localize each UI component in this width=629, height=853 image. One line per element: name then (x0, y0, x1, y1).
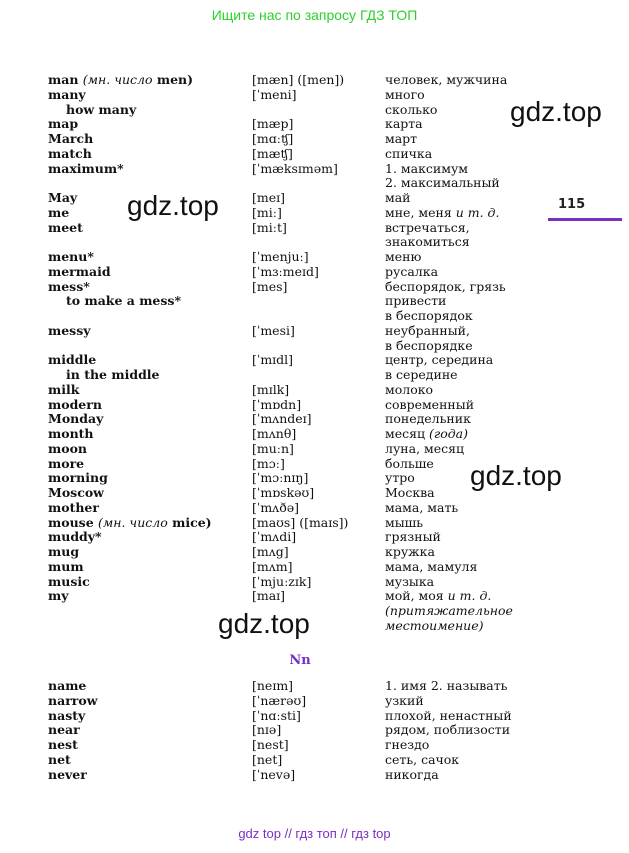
translation: центр, середина (385, 352, 494, 368)
headword: in the middle (66, 367, 160, 382)
translation: рядом, поблизости (385, 722, 511, 738)
translation: Москва (385, 485, 435, 500)
translation: узкий (385, 692, 424, 708)
headword: mouse (мн. число mice) (48, 514, 212, 530)
translation: больше (385, 455, 434, 471)
headword: more (48, 455, 85, 471)
translation: никогда (385, 766, 439, 782)
section-letter: Nn (289, 653, 311, 668)
translation: понедельник (385, 411, 471, 427)
headword: me (48, 204, 70, 220)
transcription: [net] (252, 751, 283, 767)
headword: map (48, 116, 79, 132)
translation: много (385, 86, 425, 102)
transcription: [miː] (252, 204, 282, 220)
headword: Moscow (48, 485, 104, 500)
transcription: [mʌm] (252, 558, 293, 574)
translation: молоко (385, 381, 434, 397)
headword: net (48, 751, 71, 767)
headword: month (48, 426, 94, 441)
translation: (притяжательное (385, 603, 513, 618)
transcription: [maɪ] (252, 588, 286, 604)
headword: mermaid (48, 263, 111, 279)
transcription: [miːt] (252, 219, 287, 235)
headword: mum (48, 558, 84, 574)
transcription: [ˈmɒskəʊ] (252, 485, 315, 500)
transcription: [ˈnɑːsti] (252, 707, 301, 723)
transcription: [ˈmʌðə] (252, 499, 300, 515)
transcription: [ˈmjuːzɪk] (252, 573, 312, 589)
headword: milk (48, 381, 80, 397)
translation: мама, мамуля (385, 558, 478, 574)
headword: meet (48, 219, 83, 235)
headword: moon (48, 440, 87, 456)
translation: грязный (385, 529, 441, 545)
translation: русалка (385, 263, 439, 279)
translation: местоимение) (385, 617, 484, 633)
transcription: [mɪlk] (252, 381, 290, 397)
transcription: [ˈnærəʊ] (252, 692, 307, 708)
translation: мама, мать (385, 499, 459, 515)
translation: человек, мужчина (385, 72, 508, 87)
translation: неубранный, (385, 322, 470, 338)
translation: в середине (385, 367, 458, 382)
watermark: gdz.top (470, 460, 562, 491)
translation: кружка (385, 544, 435, 559)
transcription: [ˈnevə] (252, 766, 296, 782)
transcription: [ˈmesi] (252, 322, 295, 338)
translation: сколько (385, 101, 438, 117)
headword: never (48, 766, 87, 782)
headword: muddy* (48, 529, 102, 545)
transcription: [ˈmʌdi] (252, 529, 297, 545)
headword: name (48, 678, 87, 693)
transcription: [mɑːʧ] (252, 131, 294, 146)
translation: в беспорядок (385, 308, 473, 323)
transcription: [mʌg] (252, 544, 289, 559)
headword: nest (48, 737, 78, 752)
translation: утро (385, 470, 415, 486)
transcription: [ˈmeni] (252, 86, 297, 102)
translation: март (385, 131, 418, 146)
transcription: [nɪə] (252, 722, 282, 738)
watermark: gdz.top (218, 608, 310, 639)
headword: May (48, 190, 78, 205)
headword: how many (66, 101, 137, 117)
search-banner[interactable]: Ищите нас по запросу ГДЗ ТОП (211, 7, 418, 23)
headword: morning (48, 470, 108, 486)
transcription: [maʊs] ([maɪs]) (252, 514, 349, 530)
translation: мне, меня и т. д. (385, 204, 500, 220)
headword: near (48, 722, 80, 738)
transcription: [mes] (252, 278, 288, 294)
translation: луна, месяц (385, 440, 465, 456)
translation: современный (385, 396, 475, 412)
headword: modern (48, 396, 102, 412)
translation: сеть, сачок (385, 751, 460, 767)
headword: many (48, 86, 86, 102)
headword: messy (48, 322, 91, 338)
headword: to make a mess* (66, 293, 181, 309)
headword: middle (48, 352, 97, 368)
translation: знакомиться (385, 234, 470, 250)
translation: май (385, 190, 411, 205)
transcription: [neɪm] (252, 678, 294, 693)
headword: mug (48, 544, 80, 559)
grammar-note: (мн. число (82, 72, 153, 87)
headword: menu* (48, 249, 94, 264)
headword: match (48, 145, 92, 161)
translation: мышь (385, 514, 424, 530)
transcription: [muːn] (252, 440, 294, 456)
transcription: [nest] (252, 737, 289, 752)
translation: плохой, ненастный (385, 707, 512, 723)
transcription: [mʌnθ] (252, 426, 297, 441)
headword: my (48, 588, 69, 604)
translation: гнездо (385, 737, 430, 752)
transcription: [ˈmɜːmeɪd] (252, 263, 319, 279)
translation: карта (385, 116, 423, 132)
watermark: gdz.top (510, 96, 602, 127)
transcription: [meɪ] (252, 190, 286, 205)
transcription: [mɔː] (252, 455, 285, 471)
transcription: [mæn] ([men]) (252, 72, 345, 87)
translation: беспорядок, грязь (385, 278, 506, 294)
transcription: [ˈmæksɪməm] (252, 160, 338, 176)
footer-links[interactable]: gdz top // гдз топ // гдз top (238, 826, 391, 841)
transcription: [mæʧ] (252, 145, 293, 161)
headword: mess* (48, 278, 90, 294)
translation: месяц (года) (385, 426, 469, 441)
transcription: [mæp] (252, 116, 294, 132)
transcription: [ˈmɪdl] (252, 352, 294, 368)
grammar-note: (мн. число (98, 514, 168, 530)
headword: music (48, 573, 90, 589)
transcription: [ˈmenjuː] (252, 249, 309, 264)
translation: меню (385, 249, 422, 264)
page-number: 115 (558, 197, 586, 212)
watermark: gdz.top (127, 190, 219, 221)
translation: 2. максимальный (385, 175, 500, 191)
transcription: [ˈmɔːnɪŋ] (252, 470, 309, 486)
headword: March (48, 131, 94, 146)
headword: mother (48, 499, 99, 515)
transcription: [ˈmʌndeɪ] (252, 411, 312, 427)
headword: maximum* (48, 160, 124, 176)
translation: спичка (385, 145, 433, 161)
headword: narrow (48, 692, 98, 708)
headword: Monday (48, 411, 104, 427)
translation: 1. имя 2. называть (385, 678, 508, 693)
headword: man (мн. число men) (48, 72, 194, 87)
translation: мой, моя и т. д. (385, 588, 492, 604)
translation: 1. максимум (385, 160, 469, 176)
translation: встречаться, (385, 219, 470, 235)
page-number-underline (548, 218, 622, 221)
translation: в беспорядке (385, 337, 473, 353)
translation: привести (385, 293, 447, 309)
headword: nasty (48, 707, 86, 723)
transcription: [ˈmɒdn] (252, 396, 302, 412)
translation: музыка (385, 573, 435, 589)
